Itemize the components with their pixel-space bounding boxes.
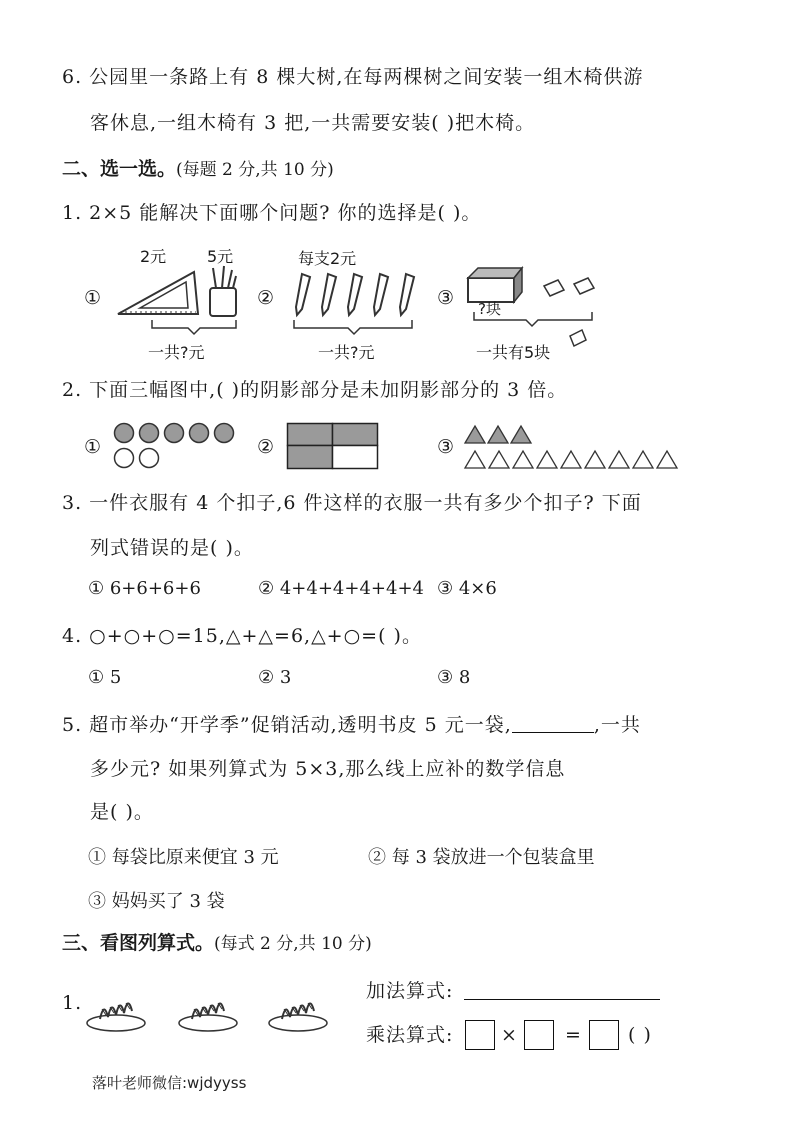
q2-marker-3: ③ bbox=[437, 436, 455, 458]
multiplier-box[interactable] bbox=[524, 1020, 554, 1050]
q1-price-b: 5元 bbox=[207, 247, 234, 266]
section2-title: 二、选一选。 bbox=[62, 158, 177, 180]
section2-heading bbox=[62, 156, 334, 183]
q3-option-1: ① 6+6+6+6 bbox=[88, 578, 201, 599]
section3-heading bbox=[62, 930, 372, 957]
q2-stem: 2. 下面三幅图中,( )的阴影部分是未加阴影部分的 3 倍。 bbox=[62, 379, 568, 401]
equals-sign: = bbox=[565, 1024, 582, 1046]
q3-option-2: ② 4+4+4+4+4+4 bbox=[258, 578, 424, 599]
q6-line2: 客休息,一组木椅有 3 把,一共需要安装( )把木椅。 bbox=[90, 112, 536, 134]
triangle-ruler-and-pencil-cup-picture bbox=[110, 262, 250, 332]
section2-note: (每题 2 分,共 10 分) bbox=[176, 160, 334, 180]
five-pencils-picture bbox=[290, 268, 420, 340]
q1-marker-2: ② bbox=[257, 287, 275, 309]
section3-note: (每式 2 分,共 10 分) bbox=[214, 934, 372, 954]
q3-option-3: ③ 4×6 bbox=[437, 578, 497, 599]
q1-pic2-total: 一共?元 bbox=[318, 343, 375, 362]
q5-option-2: ② 每 3 袋放进一个包装盒里 bbox=[368, 847, 595, 868]
unshaded-circles bbox=[115, 449, 159, 468]
q5-line3: 是( )。 bbox=[90, 801, 154, 823]
shaded-circles bbox=[115, 424, 234, 443]
circles-figure bbox=[112, 422, 242, 470]
q4-option-3: ③ 8 bbox=[437, 667, 471, 688]
q5-answer-blank[interactable] bbox=[512, 714, 594, 733]
q1-price-a: 2元 bbox=[140, 247, 167, 266]
q5-line1-tail: ,一共 bbox=[593, 714, 641, 736]
plate bbox=[87, 1003, 145, 1031]
unshaded-triangles bbox=[465, 451, 677, 468]
plate bbox=[269, 1003, 327, 1031]
q3-stem-line2: 列式错误的是( )。 bbox=[90, 537, 254, 559]
plate bbox=[179, 1003, 237, 1031]
q6-line1: 6. 公园里一条路上有 8 棵大树,在每两棵树之间安装一组木椅供游 bbox=[62, 66, 644, 88]
q5-line1 bbox=[62, 712, 641, 738]
q1-pic3-total: 一共有5块 bbox=[476, 343, 551, 362]
q1-box-label: ?块 bbox=[478, 300, 501, 318]
rectangle-grid-figure bbox=[287, 423, 379, 470]
q1-pic1-total: 一共?元 bbox=[148, 343, 205, 362]
q3-stem-line1: 3. 一件衣服有 4 个扣子,6 件这样的衣服一共有多少个扣子? 下面 bbox=[62, 492, 642, 514]
three-plates-of-food-picture bbox=[86, 993, 326, 1033]
addition-label: 加法算式: bbox=[366, 980, 454, 1002]
q5-line1-text: 5. 超市举办“开学季”促销活动,透明书皮 5 元一袋, bbox=[62, 714, 512, 736]
section3-title: 三、看图列算式。 bbox=[62, 932, 215, 954]
q1-marker-1: ① bbox=[84, 287, 102, 309]
q2-marker-1: ① bbox=[84, 436, 102, 458]
unit-paren: ( ) bbox=[628, 1024, 652, 1046]
q5-option-1: ① 每袋比原来便宜 3 元 bbox=[88, 847, 279, 868]
p1-number: 1. bbox=[62, 992, 83, 1014]
q5-option-3: ③ 妈妈买了 3 袋 bbox=[88, 891, 225, 912]
q2-marker-2: ② bbox=[257, 436, 275, 458]
shaded-triangles bbox=[465, 426, 531, 443]
q4-option-1: ① 5 bbox=[88, 667, 122, 688]
q4-option-2: ② 3 bbox=[258, 667, 292, 688]
multiplicand-box[interactable] bbox=[465, 1020, 495, 1050]
q1-pencil-price: 每支2元 bbox=[298, 249, 357, 268]
times-sign: × bbox=[501, 1024, 518, 1046]
product-box[interactable] bbox=[589, 1020, 619, 1050]
triangles-figure bbox=[464, 424, 680, 470]
q1-marker-3: ③ bbox=[437, 287, 455, 309]
multiplication-label: 乘法算式: bbox=[366, 1024, 454, 1046]
q5-line2: 多少元? 如果列算式为 5×3,那么线上应补的数学信息 bbox=[90, 758, 566, 780]
footer-watermark: 落叶老师微信:wjdyyss bbox=[92, 1074, 247, 1092]
q1-stem: 1. 2×5 能解决下面哪个问题? 你的选择是( )。 bbox=[62, 202, 482, 224]
q4-stem: 4. ○+○+○=15,△+△=6,△+○=( )。 bbox=[62, 625, 422, 647]
addition-answer-line[interactable] bbox=[464, 978, 660, 1000]
